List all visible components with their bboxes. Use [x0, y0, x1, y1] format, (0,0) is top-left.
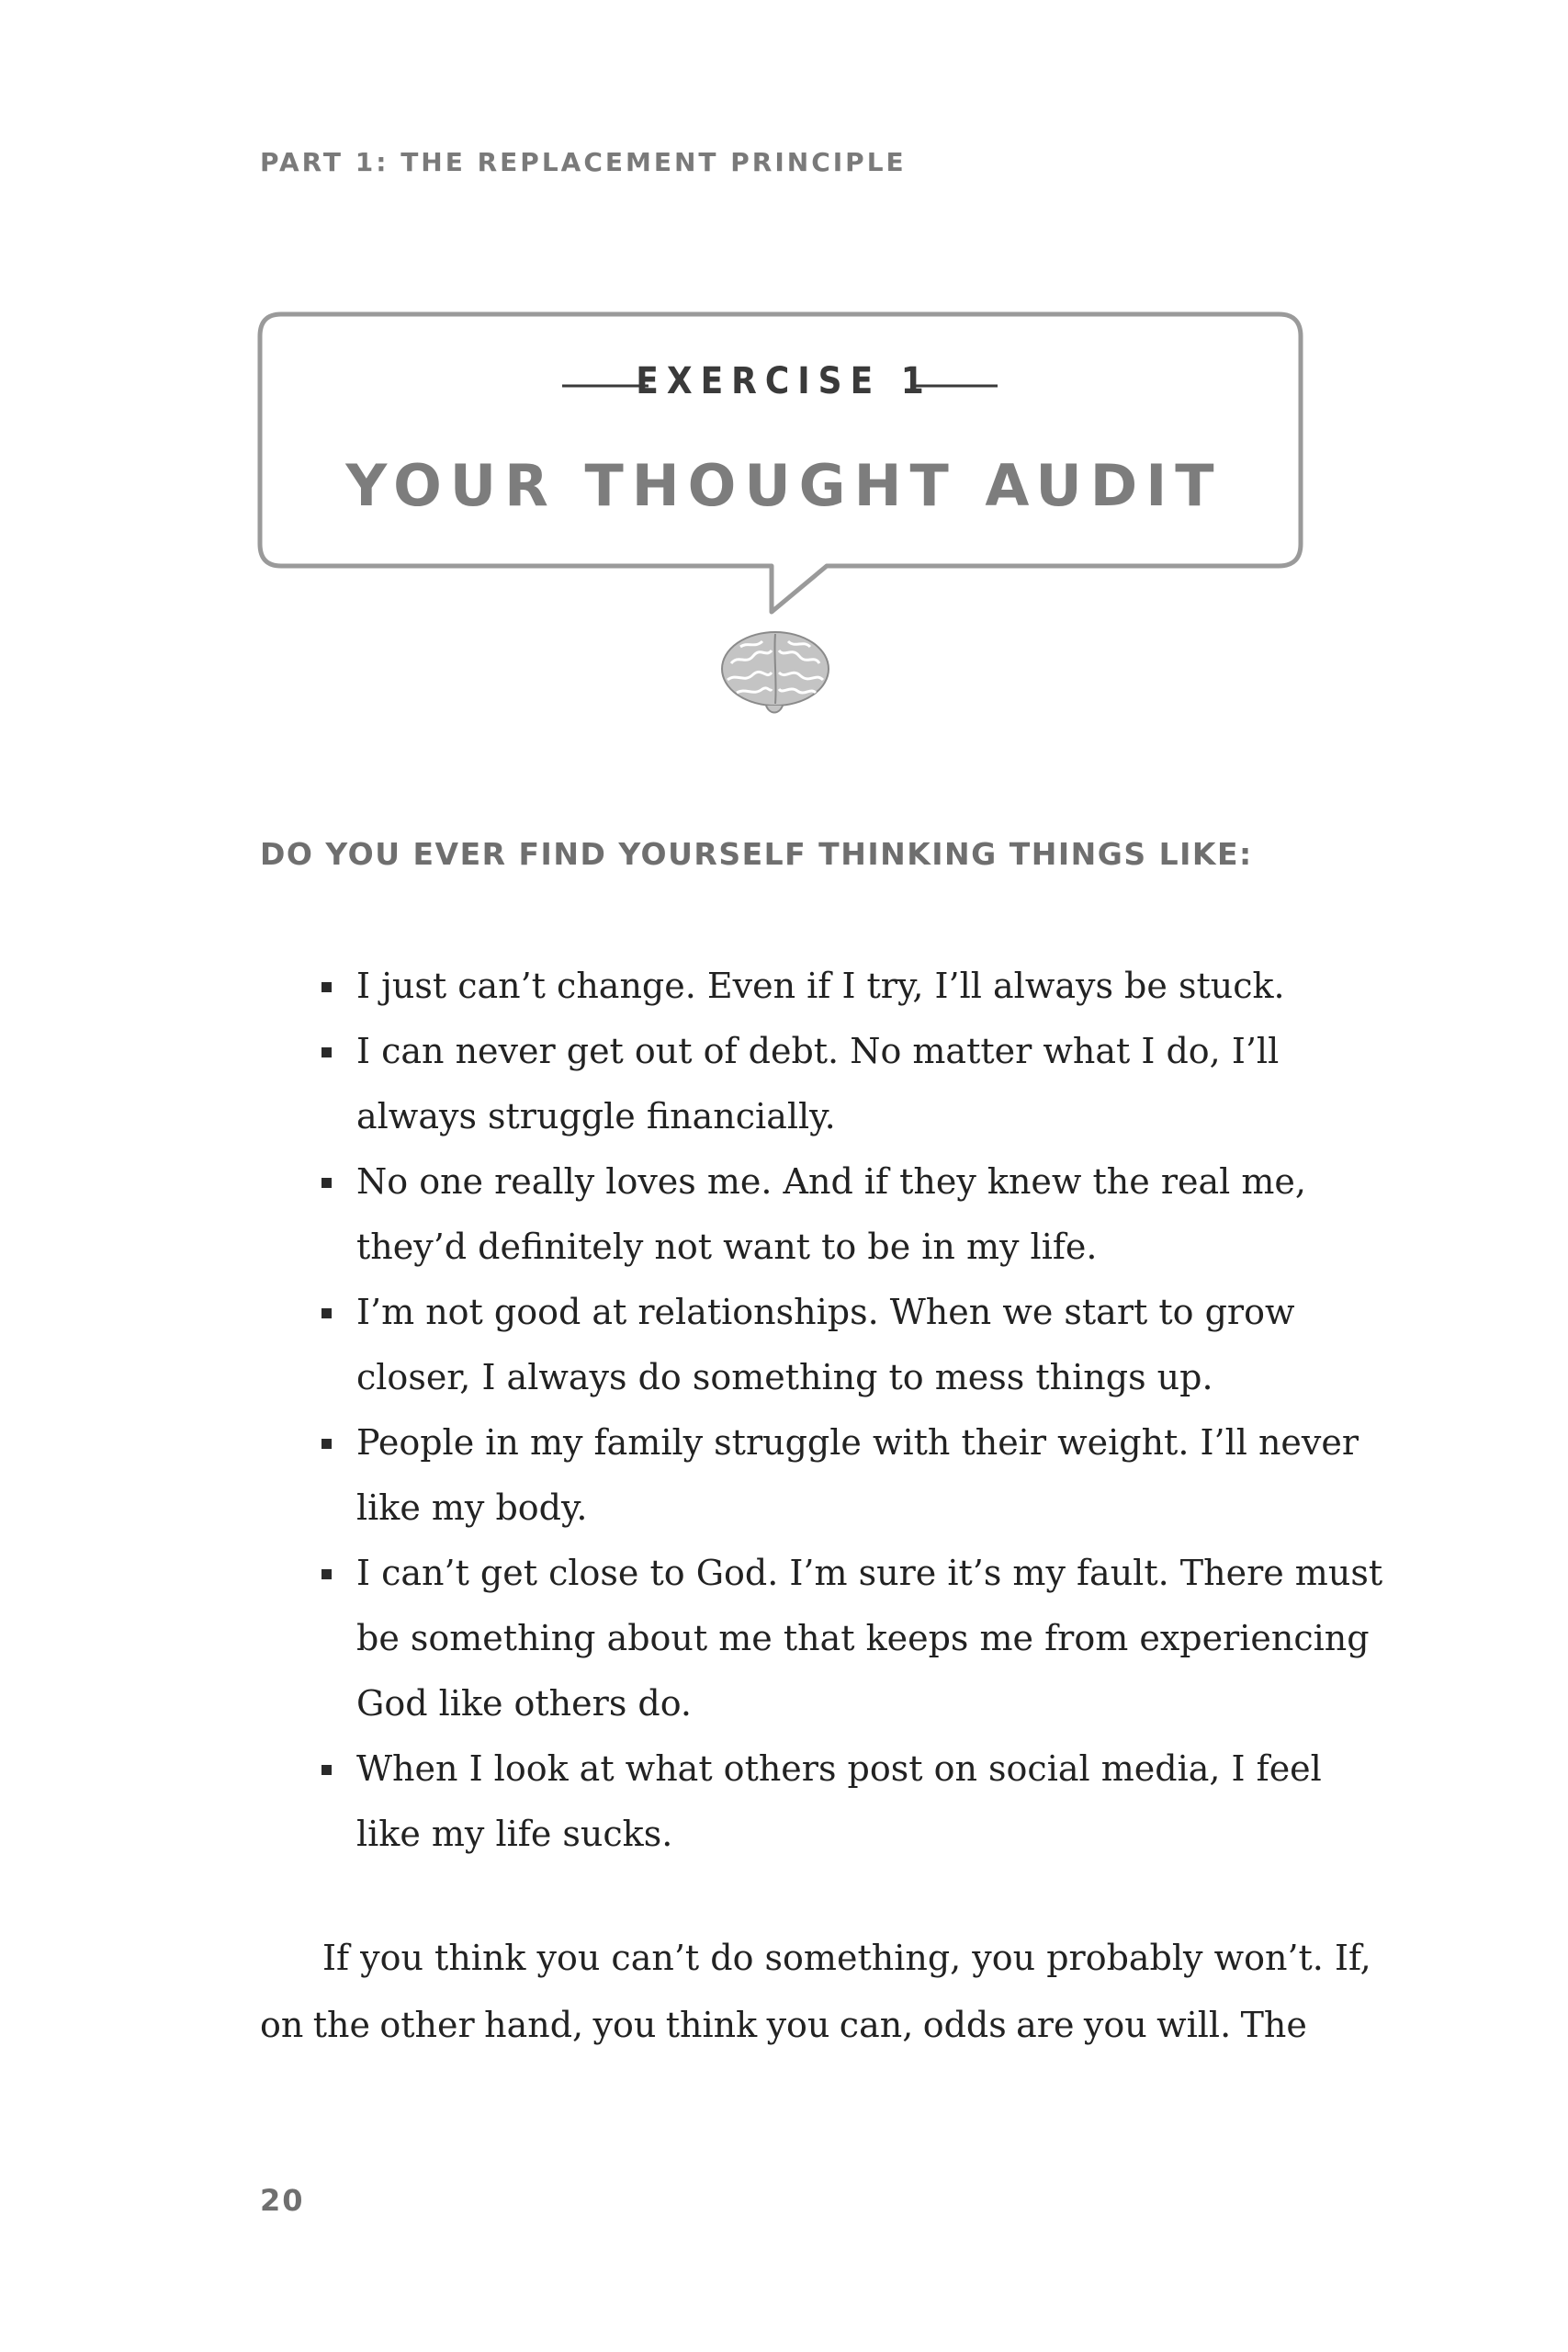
list-item-text: I just can’t change. Even if I try, I’ll always be stuck.: [356, 966, 1285, 1006]
exercise-label: EXERCISE 1: [636, 360, 932, 402]
list-item-text: they’d definitely not want to be in my life.: [356, 1227, 1098, 1267]
square-bullet-icon: [321, 1047, 332, 1057]
page-number: 20: [260, 2183, 305, 2218]
body-word: will.: [1156, 2005, 1232, 2045]
body-paragraph: [260, 1925, 1371, 2059]
body-word: are: [1016, 2005, 1075, 2045]
square-bullet-icon: [321, 1178, 332, 1188]
list-item: [321, 1149, 1304, 1280]
list-item: [321, 1736, 1322, 1867]
body-word: hand,: [484, 2005, 584, 2045]
square-bullet-icon: [321, 1439, 332, 1449]
list-item-text: like my body.: [356, 1487, 588, 1528]
body-word: can,: [839, 2005, 914, 2045]
exercise-title: YOUR THOUGHT AUDIT: [345, 452, 1223, 519]
square-bullet-icon: [321, 982, 332, 992]
list-item-text: When I look at what others post on social media, I feel: [356, 1748, 1322, 1789]
body-word: on: [260, 2005, 304, 2045]
body-line-justified: [260, 1992, 1307, 2059]
body-word: you: [1083, 2005, 1147, 2045]
list-item: [321, 1410, 1359, 1541]
list-item: [321, 1280, 1304, 1410]
list-item-text: always struggle financially.: [356, 1096, 836, 1136]
list-item-text: God like others do.: [356, 1683, 693, 1724]
square-bullet-icon: [321, 1765, 332, 1775]
body-word: other: [379, 2005, 475, 2045]
body-line: If you think you can’t do something, you probably won’t. If,: [322, 1938, 1371, 1978]
body-word: you: [592, 2005, 657, 2045]
list-item-text: closer, I always do something to mess things up.: [356, 1357, 1213, 1397]
brain-icon: [718, 627, 832, 718]
list-item-text: I can’t get close to God. I’m sure it’s my fault. There must: [356, 1553, 1383, 1593]
section-question: DO YOU EVER FIND YOURSELF THINKING THINGS LIKE:: [260, 836, 1253, 872]
body-word: the: [312, 2005, 370, 2045]
running-head: PART 1: THE REPLACEMENT PRINCIPLE: [260, 147, 907, 177]
square-bullet-icon: [321, 1308, 332, 1318]
thought-list: [321, 954, 1383, 1867]
list-item-text: I can never get out of debt. No matter what I do, I’ll: [356, 1031, 1280, 1071]
list-item-text: No one really loves me. And if they knew the real me,: [356, 1161, 1306, 1202]
speech-bubble-frame: [0, 0, 1568, 643]
list-item-text: I’m not good at relationships. When we start to grow: [356, 1292, 1295, 1332]
body-word: odds: [922, 2005, 1007, 2045]
body-word: you: [766, 2005, 830, 2045]
list-item: [321, 1019, 1304, 1149]
body-word: think: [665, 2005, 758, 2045]
list-item-text: be something about me that keeps me from experiencing: [356, 1618, 1370, 1658]
body-word: The: [1240, 2005, 1307, 2045]
list-item-text: People in my family struggle with their weight. I’ll never: [356, 1422, 1359, 1463]
list-item-text: like my life sucks.: [356, 1814, 673, 1854]
square-bullet-icon: [321, 1569, 332, 1579]
list-item: [321, 954, 1304, 1019]
list-item: [321, 1541, 1383, 1736]
